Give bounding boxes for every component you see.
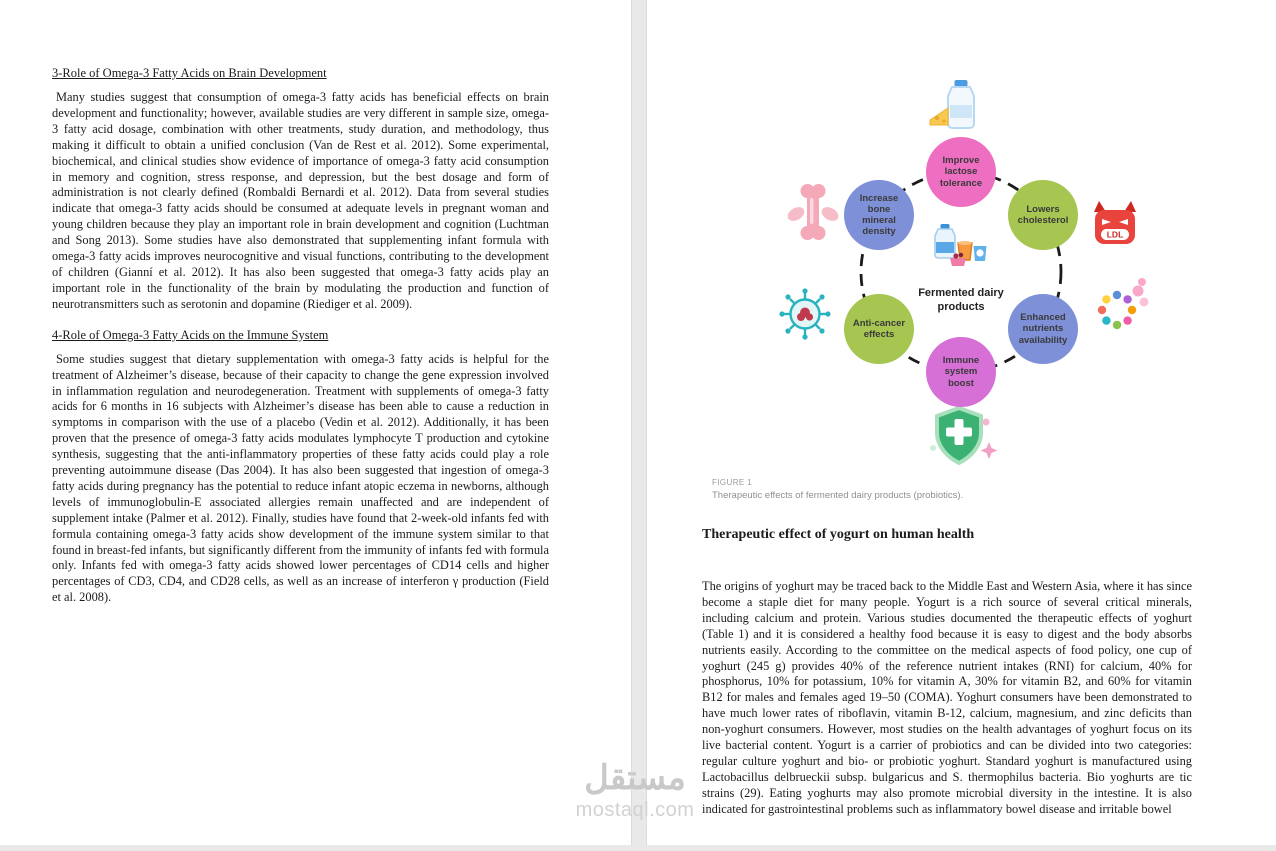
yogurt-section-heading: Therapeutic effect of yogurt on human health	[702, 527, 975, 542]
page-left-content	[0, 0, 632, 606]
section-heading-immune-system: 4-Role of Omega-3 Fatty Acids on the Immune System	[52, 327, 329, 342]
yogurt-section-body: The origins of yoghurt may be traced back to the Middle East and Western Asia, where it has since become a staple diet for many people. Yogurt is a rich source of several critical minerals, including calcium and protein. Various studies documented the therapeutic effects of yoghurt (Table 1) and it is considered a healthy food because it is easy to digest and the body absorbs nutrients easily. According to the committee on the medical aspects of food policy, one cup of yoghurt (245 g) provides 40% of the reference nutrient intakes (RNI) for calcium, 40% for phosphorus, 10% for potassium, 10% for vitamin A, 30% for vitamin B2, and 60% for vitamin B12 for males and females aged 19–50 (COMA). Yoghurt consumers have been demonstrated to have much lower rates of riboflavin, vitamin B-12, calcium, magnesium, and zinc deficits than non-yoghurt consumers. However, most studies on the health advantages of yoghurt focus on its live bacterial content. Yogurt is a carrier of probiotics and can be divided into two categories: regular culture yoghurt and bio- or probiotic yoghurt. Standard yoghurt is manufactured using Lactobacillus delbrueckii subsp. bulgaricus and S. thermophilus bacteria. Bio yoghurts are tic strains (29). Eating yoghurts may also promote microbial diversity in the intestine. It is also indicated for gastrointestinal problems such as inflammatory bowel disease and irritable bowel	[702, 579, 1192, 816]
immunity-shield-icon	[930, 408, 998, 463]
diagram-node-anti-cancer-effects: Anti-cancer effects	[844, 294, 914, 364]
figure-caption-text: Therapeutic effects of fermented dairy products (probiotics).	[712, 490, 964, 501]
watermark-latin: mostaql.com	[575, 799, 695, 822]
figure-caption	[712, 478, 1192, 501]
nutrients-icon	[1098, 278, 1149, 329]
diagram-node-enhanced-nutrients-availability: Enhanced nutrients availability	[1008, 294, 1078, 364]
milk-bottle-cheese-icon	[930, 80, 974, 128]
diagram-node-improve-lactose-tolerance: Improve lactose tolerance	[926, 137, 996, 207]
section-body-brain-development: Many studies suggest that consumption of omega-3 fatty acids has beneficial effects on brain development and functionality; however, available studies are very different in sample size, omega-3 fatty acid dosage, combination with other treatments, study duration, and methodology, thus making it difficult to obtain a unified conclusion (Van de Rest et al. 2012). Some experimental, biochemical, and clinical studies show evidence of importance of omega-3 fatty acid consumption in memory and cognition, stress response, and depression, but the best dosage and form of administration is not clearly defined (Rombaldi Bernardi et al. 2012). Data from several studies indicate that omega-3 fatty acids should be consumed at adequate levels in pregnant woman and young children because they play an important role in brain development and cognition (Luchtman and Song 2013). Some studies have also demonstrated that supplementing infant formula with omega-3 fatty acids improves neurocognitive and visual functions, contributing to the development of children (Gianní et al. 2012). It has also been suggested that omega-3 fatty acids play an important role in the functionality of the brain by modulating the production and function of neurotransmitters such as serotonin and dopamine (Riediger et al. 2009).	[52, 90, 549, 311]
diagram-node-increase-bone-mineral-density: Increase bone mineral density	[844, 180, 914, 250]
dairy-products-icon	[935, 224, 987, 266]
figure-caption-label: FIGURE 1	[712, 478, 753, 487]
diagram-node-lowers-cholesterol: Lowers cholesterol	[1008, 180, 1078, 250]
diagram-center-label: Fermented dairy products	[918, 287, 1004, 313]
section-heading-brain-development: 3-Role of Omega-3 Fatty Acids on Brain Development	[52, 66, 327, 80]
page-right-content	[646, 72, 1276, 818]
fermented-dairy-diagram	[731, 72, 1191, 472]
ldl-cholesterol-icon	[1094, 201, 1136, 244]
watermark-arabic: مستقل	[584, 759, 686, 797]
figure-1	[702, 72, 1192, 501]
page-left	[0, 0, 632, 845]
ldl-label: LDL	[1106, 229, 1124, 240]
section-body-immune-system: Some studies suggest that dietary supplementation with omega-3 fatty acids is helpful for the treatment of Alzheimer’s disease, because of their capacity to change the gene expression involved in inflammation regulation and neurodegeneration. Treatment with supplements of omega-3 fatty acids for 6 months in 16 subjects with Alzheimer’s disease has been able to cause a reduction in symptoms in comparison with the use of a placebo (Vedin et al. 2012). Additionally, it has been proven that the presence of omega-3 fatty acids modulates lymphocyte T production and cytokine synthesis, suggesting that the anti-inflammatory properties of these fatty acids could play a role preventing autoimmune disease (Das 2004). It has also been suggested that ingestion of omega-3 fatty acids during pregnancy has the potential to reduce infant atopic eczema in newborns, although levels of immunoglobulin-E associated allergies remain unaffected and are independent of supplement intake (Palmer et al. 2012). Finally, studies have found that 2-week-old infants fed with formula containing omega-3 fatty acids show development of the immune system similar to that found in breast-fed infants, but significantly different from the immunity of infants fed with formula only. Infants fed with omega-3 fatty acids showed lower percentages of CD14 cells and higher percentages of CD3, CD4, and CD28 cells, as well as an increase of interferon γ production (Field et al. 2008).	[52, 351, 549, 605]
page-right	[646, 0, 1276, 845]
cancer-cell-icon	[779, 288, 830, 339]
diagram-node-immune-system-boost: Immune system boost	[926, 337, 996, 407]
bone-muscle-icon	[785, 184, 841, 240]
diagram-artwork	[731, 72, 1191, 472]
